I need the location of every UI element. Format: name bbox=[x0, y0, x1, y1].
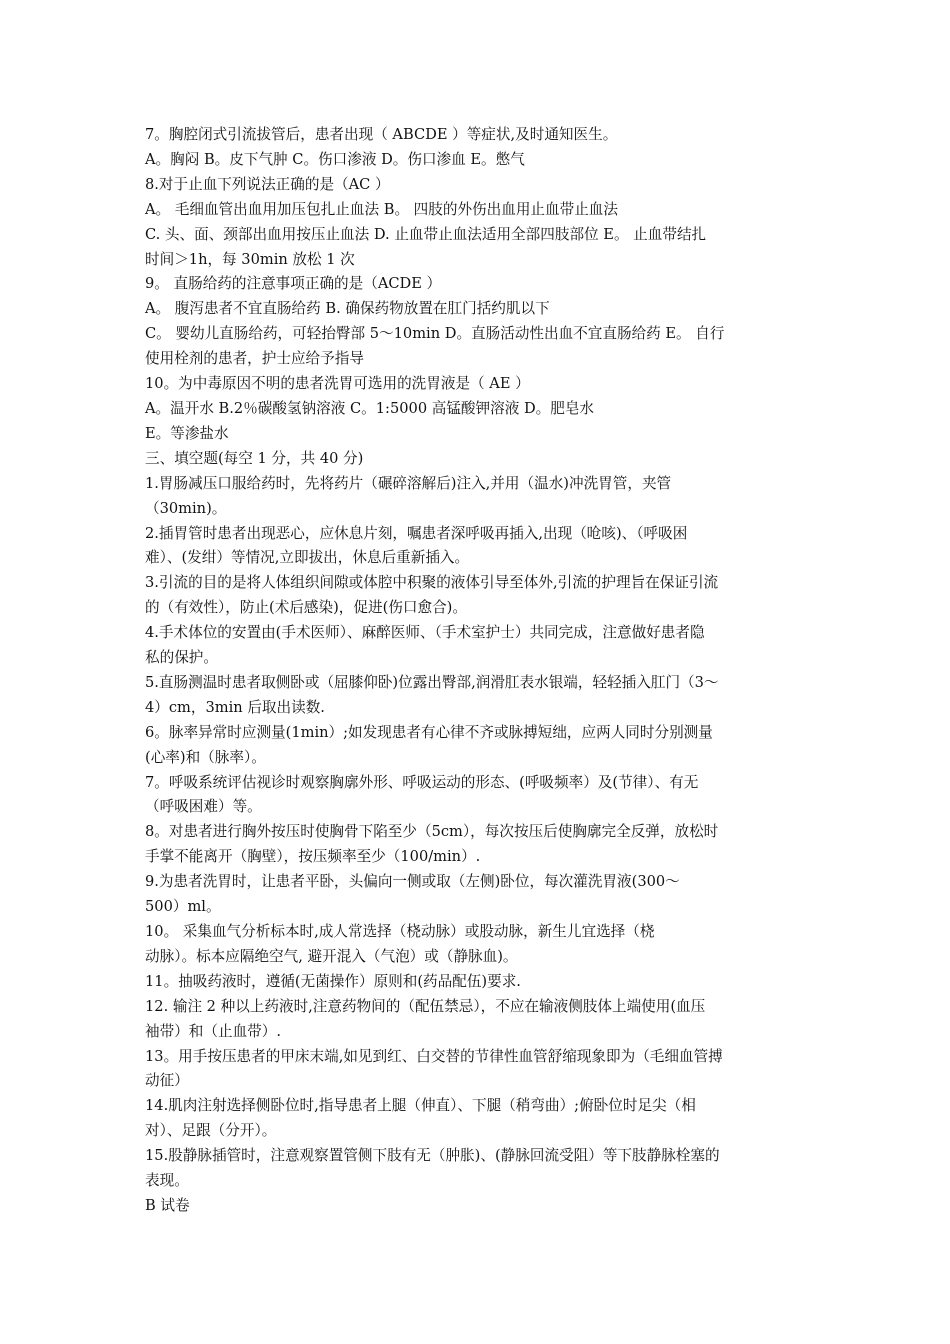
text-line: 1.胃肠减压口服给药时，先将药片（碾碎溶解后)注入,并用（温水)冲洗胃管，夹管 bbox=[145, 474, 672, 492]
text-line: A。温开水 B.2％碳酸氢钠溶液 C。1:5000 高锰酸钾溶液 D。肥皂水 bbox=[145, 399, 595, 417]
text-line: 私的保护。 bbox=[145, 649, 218, 667]
text-line: 袖带）和（止血带）. bbox=[145, 1022, 281, 1040]
text-line: 的（有效性），防止(术后感染)，促进(伤口愈合)。 bbox=[145, 599, 467, 617]
text-line: 14.肌肉注射选择侧卧位时,指导患者上腿（伸直）、下腿（稍弯曲）;俯卧位时足尖（相 bbox=[145, 1097, 696, 1115]
text-line: C. 头、面、颈部出血用按压止血法 D. 止血带止血法适用全部四肢部位 E。 止血带结扎 bbox=[145, 225, 707, 243]
text-line: 对）、足跟（分开）。 bbox=[145, 1122, 277, 1140]
text-line: （呼吸困难）等。 bbox=[145, 798, 262, 816]
document-page bbox=[145, 123, 813, 1219]
text-line: (心率)和（脉率）。 bbox=[145, 748, 266, 766]
section-heading: B 试卷 bbox=[145, 1196, 190, 1214]
text-line: 手掌不能离开（胸壁），按压频率至少（100/min）. bbox=[145, 848, 481, 866]
text-line: 表现。 bbox=[145, 1172, 189, 1190]
text-line: A。 毛细血管出血用加压包扎止血法 B。 四肢的外伤出血用止血带止血法 bbox=[145, 200, 618, 218]
text-line: 2.插胃管时患者出现恶心，应休息片刻，嘱患者深呼吸再插入,出现（呛咳)、（呼吸困 bbox=[145, 524, 688, 542]
text-line: A。胸闷 B。皮下气肿 C。伤口渗液 D。伤口渗血 E。憋气 bbox=[145, 150, 525, 168]
text-line: 13。用手按压患者的甲床末端,如见到红、白交替的节律性血管舒缩现象即为（毛细血管搏 bbox=[145, 1047, 723, 1065]
text-line: 动脉）。标本应隔绝空气, 避开混入（气泡）或（静脉血)。 bbox=[145, 947, 518, 965]
text-line: 3.引流的目的是将人体组织间隙或体腔中积聚的液体引导至体外,引流的护理旨在保证引流 bbox=[145, 574, 719, 592]
text-line: 6。脉率异常时应测量(1min）;如发现患者有心律不齐或脉搏短绌，应两人同时分别测量 bbox=[145, 723, 713, 741]
text-line: （30min)。 bbox=[145, 499, 227, 517]
text-line: 7。胸腔闭式引流拔管后，患者出现（ ABCDE ）等症状,及时通知医生。 bbox=[145, 126, 618, 143]
text-line: 4.手术体位的安置由(手术医师）、麻醉医师、（手术室护士）共同完成，注意做好患者隐 bbox=[145, 624, 705, 642]
text-line: E。等渗盐水 bbox=[145, 424, 229, 442]
text-line: 7。呼吸系统评估视诊时观察胸廓外形、呼吸运动的形态、(呼吸频率）及(节律）、有无 bbox=[145, 773, 699, 791]
text-line: 9.为患者洗胃时，让患者平卧，头偏向一侧或取（左侧)卧位，每次灌洗胃液(300～ bbox=[145, 873, 680, 891]
text-line: 500）ml。 bbox=[145, 898, 221, 916]
text-line: 动征） bbox=[145, 1072, 189, 1090]
text-line: 10。 采集血气分析标本时,成人常选择（桡动脉）或股动脉，新生儿宜选择（桡 bbox=[145, 923, 655, 940]
text-line: 4）cm，3min 后取出读数. bbox=[145, 698, 325, 716]
text-line: 使用栓剂的患者，护士应给予指导 bbox=[145, 350, 364, 368]
text-line: 9。 直肠给药的注意事项正确的是（ACDE ） bbox=[145, 275, 442, 293]
text-line: A。 腹泻患者不宜直肠给药 B. 确保药物放置在肛门括约肌以下 bbox=[145, 300, 550, 318]
text-line: 8。对患者进行胸外按压时使胸骨下陷至少（5cm），每次按压后使胸廓完全反弹，放松时 bbox=[145, 823, 719, 841]
text-line: 时间＞1h，每 30min 放松 1 次 bbox=[145, 250, 355, 268]
text-line: 8.对于止血下列说法正确的是（AC ） bbox=[145, 175, 390, 193]
text-line: C。 婴幼儿直肠给药，可轻抬臀部 5～10min D。直肠活动性出血不宜直肠给药 E。 自行 bbox=[145, 325, 725, 343]
text-line: 12. 输注 2 种以上药液时,注意药物间的（配伍禁忌），不应在输液侧肢体上端使用(血压 bbox=[145, 997, 706, 1015]
text-line: 难）、(发绀）等情况,立即拔出，休息后重新插入。 bbox=[145, 549, 470, 567]
text-line: 11。抽吸药液时，遵循(无菌操作）原则和(药品配伍)要求. bbox=[145, 972, 521, 990]
text-line: 10。为中毒原因不明的患者洗胃可选用的洗胃液是（ AE ） bbox=[145, 375, 530, 393]
text-line: 5.直肠测温时患者取侧卧或（屈膝仰卧)位露出臀部,润滑肛表水银端，轻轻插入肛门（3～ bbox=[145, 673, 719, 691]
text-line: 15.股静脉插管时，注意观察置管侧下肢有无（肿胀)、(静脉回流受阻）等下肢静脉栓塞的 bbox=[145, 1147, 720, 1165]
section-heading: 三、填空题(每空 1 分，共 40 分) bbox=[145, 449, 364, 467]
